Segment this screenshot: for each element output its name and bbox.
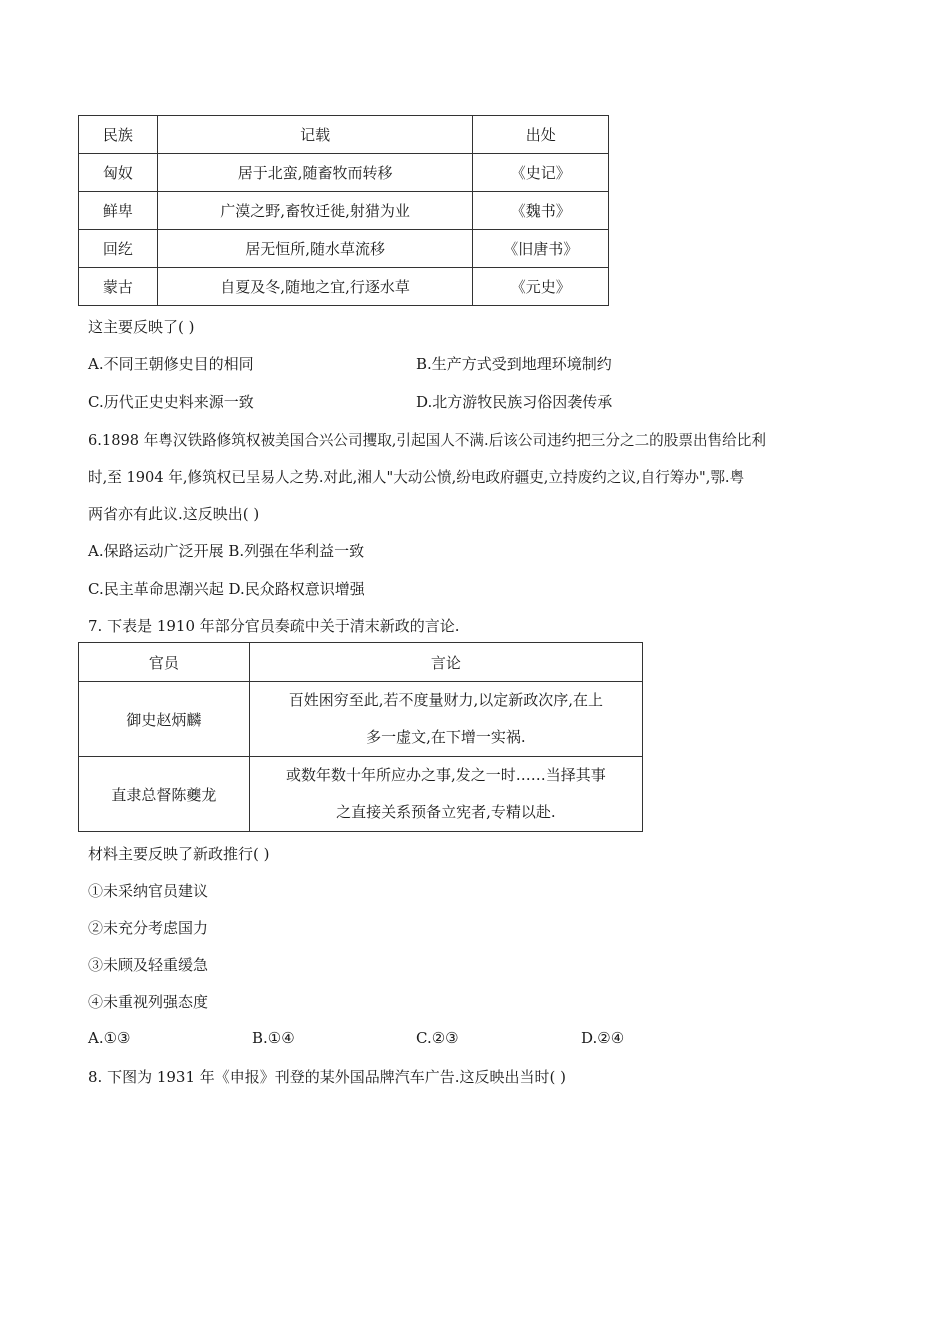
- table-cell: 自夏及冬,随地之宜,行逐水草: [157, 268, 473, 306]
- table-cell: 《魏书》: [473, 192, 609, 230]
- header-ethnic: 民族: [79, 116, 158, 154]
- q6-line-2: 时,至 1904 年,修筑权已呈易人之势.对此,湘人"大动公愤,纷电政府疆吏,立持废约之议,自行筹办",鄂.粤: [88, 469, 745, 486]
- table-cell: 《旧唐书》: [473, 230, 609, 268]
- q8-stem: 8. 下图为 1931 年《申报》刊登的某外国品牌汽车广告.这反映出当时( ): [88, 1068, 567, 1086]
- table-row: [79, 230, 609, 268]
- table-cell: 御史赵炳麟: [79, 682, 250, 757]
- table-cell: 鲜卑: [79, 192, 158, 230]
- table-row: [79, 154, 609, 192]
- table-cell: [249, 757, 642, 832]
- officials-table: [78, 642, 643, 832]
- table-cell: 居无恒所,随水草流移: [157, 230, 473, 268]
- table-row: [79, 268, 609, 306]
- q6-line-1: 6.1898 年粤汉铁路修筑权被美国合兴公司攫取,引起国人不满.后该公司违约把三分之二的股票出售给比利: [88, 432, 766, 449]
- q6-line-3: 两省亦有此议.这反映出( ): [88, 505, 260, 523]
- table-row: [79, 192, 609, 230]
- q5-option-a: A.不同王朝修史目的相同: [88, 355, 254, 373]
- header-record: 记载: [157, 116, 473, 154]
- remark-line: 之直接关系预备立宪者,专精以赴.: [336, 803, 556, 821]
- remark-line: 或数年数十年所应办之事,发之一时……当择其事: [285, 766, 606, 784]
- q5-stem: 这主要反映了( ): [88, 318, 195, 336]
- header-official: 官员: [79, 643, 250, 682]
- table-row: [79, 757, 643, 832]
- table-cell: 蒙古: [79, 268, 158, 306]
- q5-option-c: C.历代正史史料来源一致: [88, 393, 254, 411]
- q5-option-d: D.北方游牧民族习俗因袭传承: [416, 393, 613, 411]
- q7-option-b: B.①④: [252, 1029, 295, 1047]
- table-cell: 回纥: [79, 230, 158, 268]
- q7-stem: 7. 下表是 1910 年部分官员奏疏中关于清末新政的言论.: [88, 617, 460, 635]
- q7-item-1: ①未采纳官员建议: [88, 882, 209, 900]
- table-cell: 居于北蛮,随畜牧而转移: [157, 154, 473, 192]
- q5-option-b: B.生产方式受到地理环境制约: [416, 355, 612, 373]
- header-source: 出处: [473, 116, 609, 154]
- table-cell: 直隶总督陈夔龙: [79, 757, 250, 832]
- table-header-row: [79, 116, 609, 154]
- q7-option-a: A.①③: [88, 1029, 131, 1047]
- remark-line: 百姓困穷至此,若不度量财力,以定新政次序,在上: [288, 691, 603, 709]
- table-cell: 《元史》: [473, 268, 609, 306]
- q6-options-ab: A.保路运动广泛开展 B.列强在华利益一致: [88, 542, 365, 560]
- header-remark: 言论: [249, 643, 642, 682]
- table-cell: 《史记》: [473, 154, 609, 192]
- q7-item-2: ②未充分考虑国力: [88, 919, 209, 937]
- q7-item-3: ③未顾及轻重缓急: [88, 956, 209, 974]
- table-cell: 匈奴: [79, 154, 158, 192]
- q7-option-c: C.②③: [416, 1029, 459, 1047]
- q7-option-d: D.②④: [581, 1029, 625, 1047]
- remark-line: 多一虚文,在下增一实祸.: [366, 728, 526, 746]
- table-cell: 广漠之野,畜牧迁徙,射猎为业: [157, 192, 473, 230]
- table-row: [79, 682, 643, 757]
- table-header-row: [79, 643, 643, 682]
- q7-item-4: ④未重视列强态度: [88, 993, 209, 1011]
- table-cell: [249, 682, 642, 757]
- q6-options-cd: C.民主革命思潮兴起 D.民众路权意识增强: [88, 580, 365, 598]
- ethnic-records-table: [78, 115, 609, 306]
- q7-after: 材料主要反映了新政推行( ): [88, 845, 270, 863]
